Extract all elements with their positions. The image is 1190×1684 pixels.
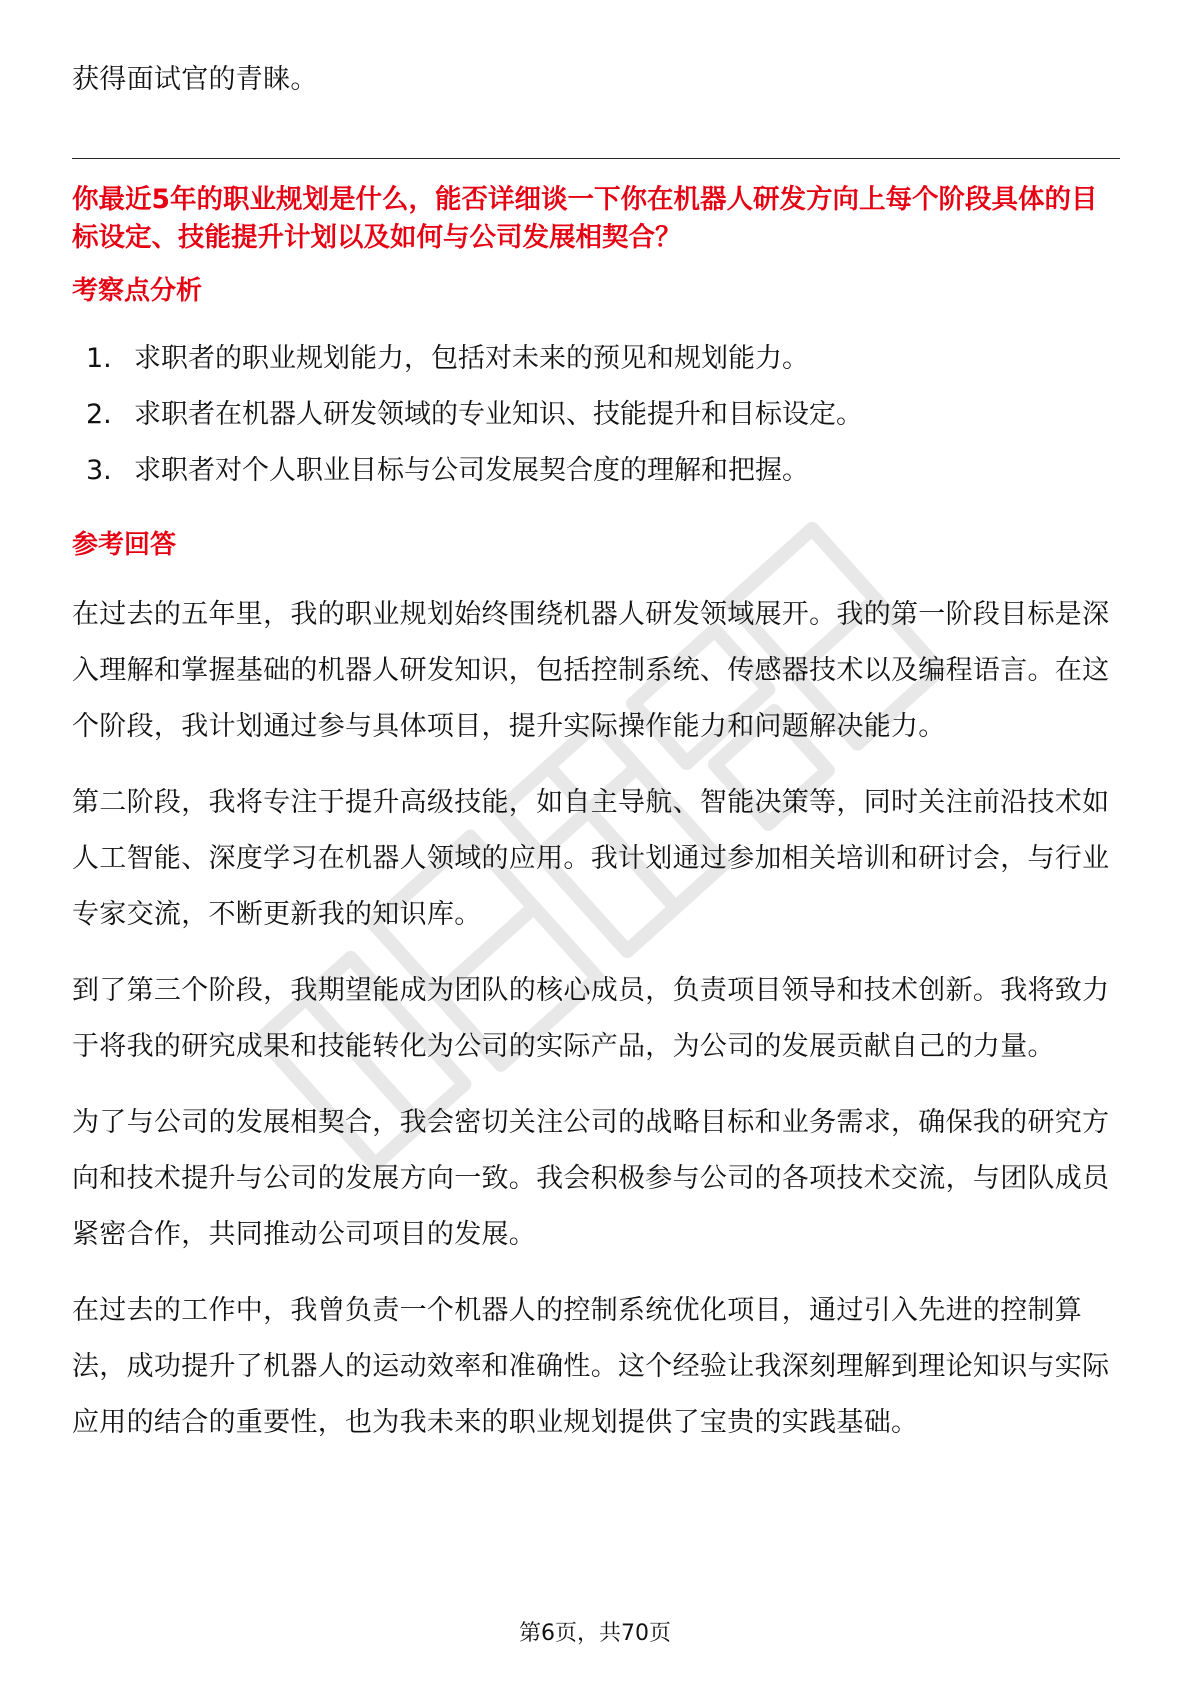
point-text: 求职者在机器人研发领域的专业知识、技能提升和目标设定。 (134, 399, 863, 430)
answer-title: 参考回答 (72, 530, 177, 560)
point-number: 3. (86, 455, 112, 486)
section-divider (72, 158, 1120, 159)
analysis-title: 考察点分析 (72, 276, 203, 306)
question-heading: 你最近5年的职业规划是什么，能否详细谈一下你在机器人研发方向上每个阶段具体的目标设定、技能提升计划以及如何与公司发展相契合？ (72, 184, 1098, 253)
answer-paragraph: 到了第三个阶段，我期望能成为团队的核心成员，负责项目领导和技术创新。我将致力于将我的研究成果和技能转化为公司的实际产品，为公司的发展贡献自己的力量。 (72, 975, 1110, 1062)
page-content (72, 40, 1122, 1451)
point-number: 1. (86, 343, 112, 374)
answer-paragraph: 在过去的五年里，我的职业规划始终围绕机器人研发领域展开。我的第一阶段目标是深入理解和掌握基础的机器人研发知识，包括控制系统、传感器技术以及编程语言。在这个阶段，我计划通过参与具体项目，提升实际操作能力和问题解决能力。 (72, 599, 1110, 742)
answer-paragraph: 第二阶段，我将专注于提升高级技能，如自主导航、智能决策等，同时关注前沿技术如人工智能、深度学习在机器人领域的应用。我计划通过参加相关培训和研讨会，与行业专家交流，不断更新我的知识库。 (72, 787, 1110, 930)
page-footer: 第6页，共70页 (519, 1621, 671, 1646)
point-number: 2. (86, 399, 112, 430)
answer-paragraph: 为了与公司的发展相契合，我会密切关注公司的战略目标和业务需求，确保我的研究方向和技术提升与公司的发展方向一致。我会积极参与公司的各项技术交流，与团队成员紧密合作，共同推动公司项目的发展。 (72, 1107, 1110, 1250)
analysis-point (72, 387, 1122, 443)
point-text: 求职者对个人职业目标与公司发展契合度的理解和把握。 (134, 455, 809, 486)
intro-tail-paragraph: 获得面试官的青睐。 (72, 64, 318, 95)
point-text: 求职者的职业规划能力，包括对未来的预见和规划能力。 (134, 343, 809, 374)
analysis-points-list (72, 331, 1122, 499)
answer-paragraph: 在过去的工作中，我曾负责一个机器人的控制系统优化项目，通过引入先进的控制算法，成功提升了机器人的运动效率和准确性。这个经验让我深刻理解到理论知识与实际应用的结合的重要性，也为我未来的职业规划提供了宝贵的实践基础。 (72, 1295, 1110, 1438)
analysis-point (72, 331, 1122, 387)
analysis-point (72, 443, 1122, 499)
